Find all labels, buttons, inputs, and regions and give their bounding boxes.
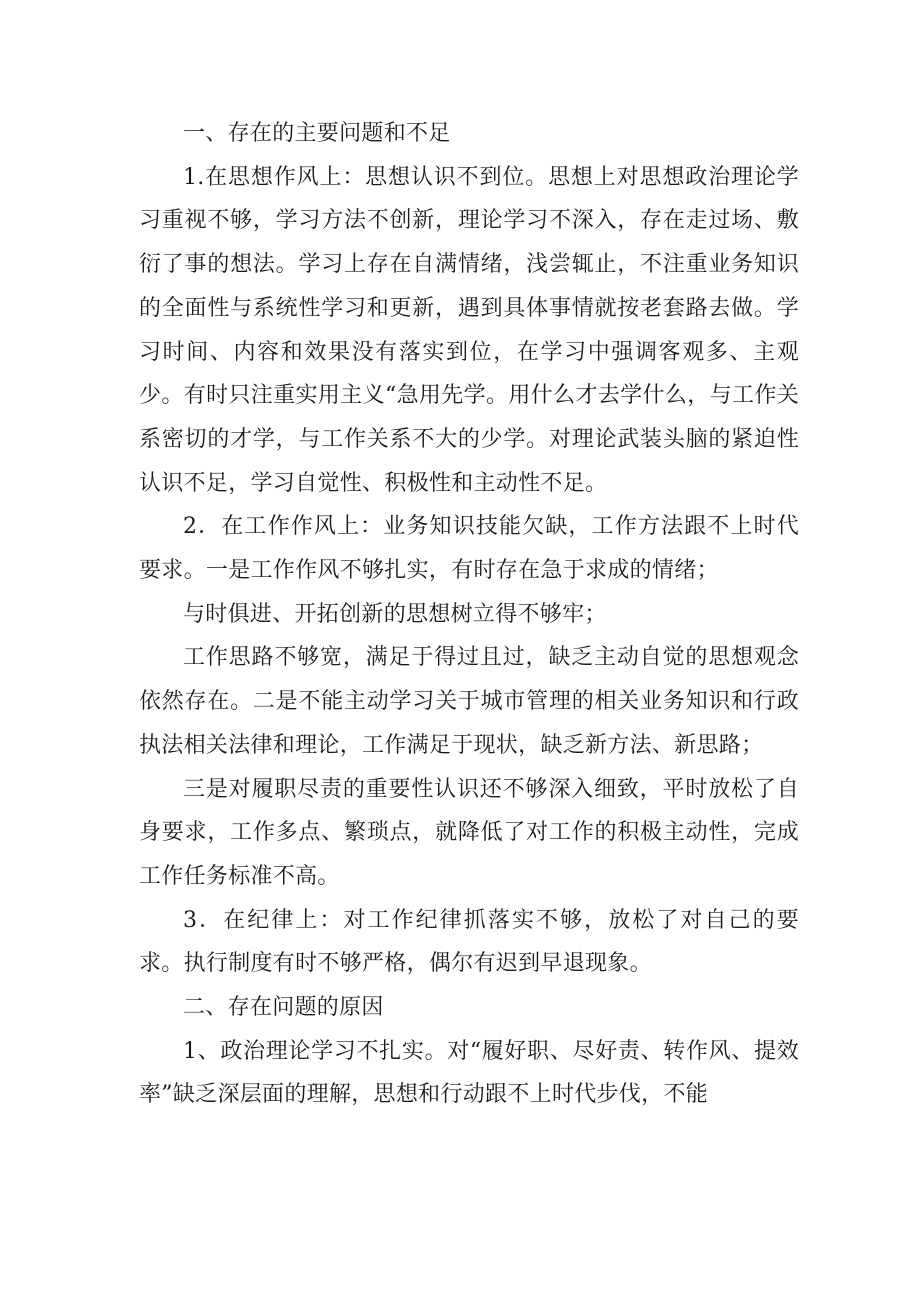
paragraph-political-study: 1、政治理论学习不扎实。对“履好职、尽好责、转作风、提效率”缺乏深层面的理解，思想和行动跟不上时代步伐，不能 — [139, 1038, 799, 1108]
paragraph-work-style: 2．在工作作风上：业务知识技能欠缺，工作方法跟不上时代要求。一是工作作风不够扎实，有时存在急于求成的情绪； — [139, 514, 799, 584]
paragraph-duty-awareness: 三是对履职尽责的重要性认识还不够深入细致，平时放松了自身要求，工作多点、繁琐点，就降低了对工作的积极主动性，完成工作任务标准不高。 — [139, 776, 799, 889]
paragraph-innovation: 与时俱进、开拓创新的思想树立得不够牢； — [183, 601, 607, 627]
paragraph-work-approach: 工作思路不够宽，满足于得过且过，缺乏主动自觉的思想观念依然存在。二是不能主动学习关于城市管理的相关业务知识和行政执法相关法律和理论，工作满足于现状，缺乏新方法、新思路； — [139, 645, 799, 758]
paragraph-discipline: 3．在纪律上：对工作纪律抓落实不够，放松了对自己的要求。执行制度有时不够严格，偶尔有迟到早退现象。 — [139, 907, 799, 977]
section-heading-problems: 一、存在的主要问题和不足 — [183, 121, 451, 146]
section-heading-causes: 二、存在问题的原因 — [183, 995, 384, 1021]
document-body — [139, 112, 799, 1117]
paragraph-thinking-style: 1.在思想作风上：思想认识不到位。思想上对思想政治理论学习重视不够，学习方法不创新，理论学习不深入，存在走过场、敷衍了事的想法。学习上存在自满情绪，浅尝辄止，不注重业务知识的全面性与系统性学习和更新，遇到具体事情就按老套路去做。学习时间、内容和效果没有落实到位，在学习中强调客观多、主观少。有时只注重实用主义“急用先学。用什么才去学什么，与工作关系密切的才学，与工作关系不大的少学。对理论武装头脑的紧迫性认识不足，学习自觉性、积极性和主动性不足。 — [139, 164, 799, 496]
